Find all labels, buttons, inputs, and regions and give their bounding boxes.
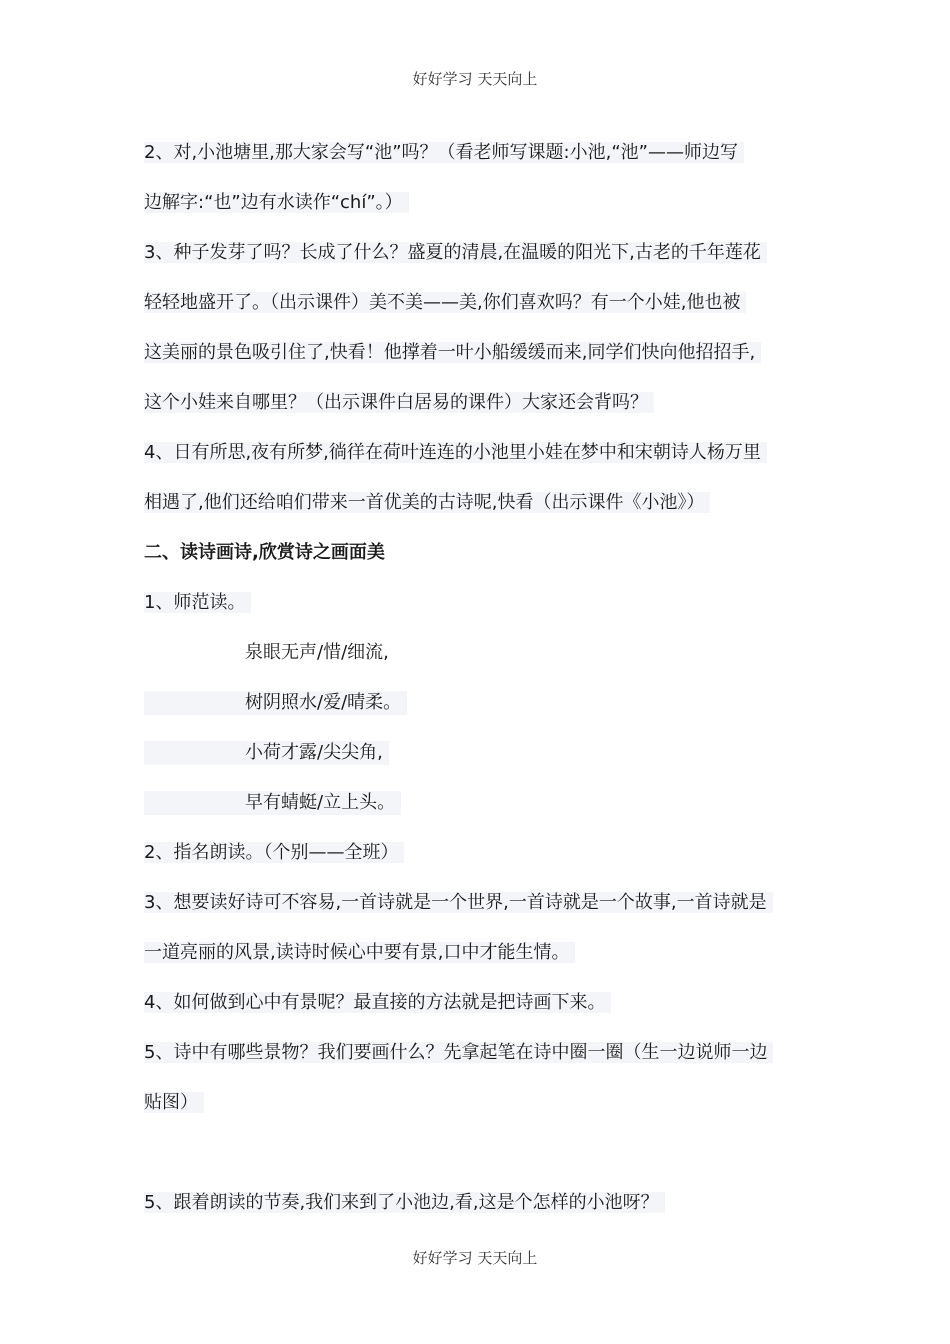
paragraph-line: [144, 328, 808, 378]
paragraph-line: [144, 1078, 808, 1128]
paragraph-line: [144, 978, 808, 1028]
paragraph-line: [144, 228, 808, 278]
paragraph-line: [144, 578, 808, 628]
paragraph-line: [144, 178, 808, 228]
paragraph-line: [144, 478, 808, 528]
paragraph-line: [144, 128, 808, 178]
line-text: 2、对,小池塘里,那大家会写“池”吗？（看老师写课题:小池,“池”——师边写: [144, 142, 744, 163]
line-text: 边解字:“也”边有水读作“chí”。）: [144, 192, 409, 213]
poem-line: [144, 678, 808, 728]
line-text: 相遇了,他们还给咱们带来一首优美的古诗呢,快看（出示课件《小池》）: [144, 492, 710, 513]
poem-text: 树阴照水/爱/晴柔。: [245, 692, 402, 713]
paragraph-line: [144, 928, 808, 978]
page-footer: 好好学习 天天向上: [412, 1249, 538, 1267]
line-text: 5、跟着朗读的节奏,我们来到了小池边,看,这是个怎样的小池呀？: [144, 1192, 665, 1213]
line-text: 这美丽的景色吸引住了,快看！他撑着一叶小船缓缓而来,同学们快向他招招手,: [144, 342, 761, 363]
line-text: 3、种子发芽了吗？长成了什么？盛夏的清晨,在温暖的阳光下,古老的千年莲花: [144, 242, 767, 263]
line-text: 4、如何做到心中有景呢？最直接的方法就是把诗画下来。: [144, 992, 611, 1013]
line-text: 贴图）: [144, 1092, 204, 1113]
poem-text: 小荷才露/尖尖角,: [245, 742, 383, 763]
line-text: 2、指名朗读。（个别——全班）: [144, 842, 404, 863]
paragraph-line: [144, 378, 808, 428]
document-body: [144, 128, 808, 1228]
line-text: 轻轻地盛开了。（出示课件）美不美——美,你们喜欢吗？有一个小娃,他也被: [144, 292, 746, 313]
paragraph-line: [144, 1178, 808, 1228]
heading-text: 二、读诗画诗,欣赏诗之画面美: [144, 542, 385, 563]
page-header: 好好学习 天天向上: [412, 70, 538, 88]
poem-text-highlight: [144, 691, 407, 715]
line-text: 这个小娃来自哪里？（出示课件白居易的课件）大家还会背吗？: [144, 392, 654, 413]
paragraph-line: [144, 828, 808, 878]
poem-line: [144, 778, 808, 828]
poem-text-highlight: [144, 741, 389, 765]
poem-text-highlight: [144, 791, 401, 815]
poem-line: [144, 728, 808, 778]
paragraph-line: [144, 878, 808, 928]
poem-text: 早有蜻蜓/立上头。: [245, 792, 396, 813]
line-text: 4、日有所思,夜有所梦,徜徉在荷叶连连的小池里小娃在梦中和宋朝诗人杨万里: [144, 442, 767, 463]
line-text: 一道亮丽的风景,读诗时候心中要有景,口中才能生情。: [144, 942, 575, 963]
poem-text: 泉眼无声/惜/细流,: [245, 642, 389, 663]
poem-line: [144, 628, 808, 678]
line-text: 1、师范读。: [144, 592, 251, 613]
section-heading: [144, 528, 808, 578]
paragraph-line: [144, 428, 808, 478]
line-text: 3、想要读好诗可不容易,一首诗就是一个世界,一首诗就是一个故事,一首诗就是: [144, 892, 773, 913]
line-text: 5、诗中有哪些景物？我们要画什么？先拿起笔在诗中圈一圈（生一边说师一边: [144, 1042, 773, 1063]
paragraph-line: [144, 1028, 808, 1078]
paragraph-line: [144, 278, 808, 328]
blank-line: [144, 1128, 808, 1178]
